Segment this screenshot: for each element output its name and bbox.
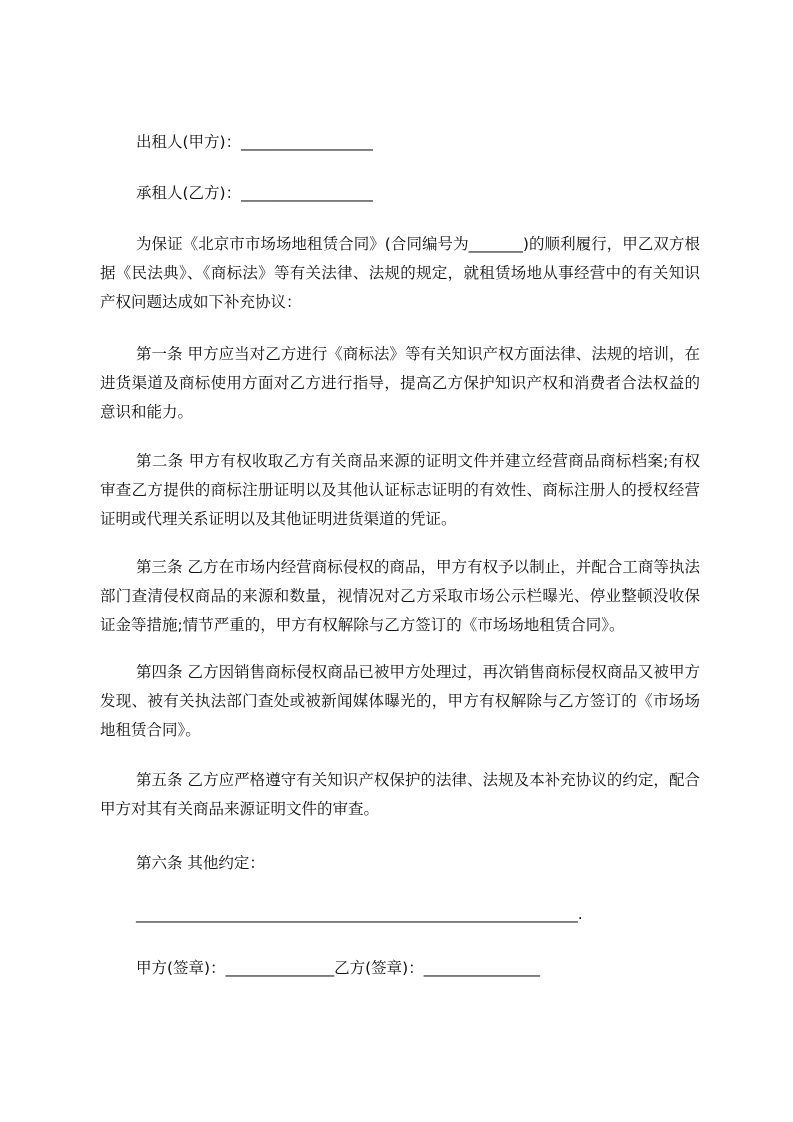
preamble-paragraph: 为保证《北京市市场场地租赁合同》(合同编号为_______)的顺利履行，甲乙双方根据《民法典》、《商标法》等有关法律、法规的规定，就租赁场地从事经营中的有关知识产权问题达成如下补充协议： xyxy=(100,235,700,311)
lessee-line: 承租人(乙方)：_________________ xyxy=(136,184,373,202)
article-4: 第四条 乙方因销售商标侵权商品已被甲方处理过，再次销售商标侵权商品又被甲方发现、被有关执法部门查处或被新闻媒体曝光的，甲方有权解除与乙方签订的《市场场地租赁合同》。 xyxy=(100,663,700,739)
lessor-line: 出租人(甲方)：_________________ xyxy=(136,133,373,151)
other-terms-blank-line: _________________________________________________________. xyxy=(136,905,583,923)
signature-line: 甲方(签章)：______________乙方(签章)：_______________ xyxy=(136,959,540,977)
article-6-label: 第六条 其他约定： xyxy=(136,854,265,872)
article-3: 第三条 乙方在市场内经营商标侵权的商品，甲方有权予以制止，并配合工商等执法部门查清侵权商品的来源和数量，视情况对乙方采取市场公示栏曝光、停业整顿没收保证金等措施;情节严重的，甲方有权解除与乙方签订的《市场场地租赁合同》。 xyxy=(100,558,700,634)
article-2: 第二条 甲方有权收取乙方有关商品来源的证明文件并建立经营商品商标档案;有权审查乙方提供的商标注册证明以及其他认证标志证明的有效性、商标注册人的授权经营证明或代理关系证明以及其他证明进货渠道的凭证。 xyxy=(100,452,700,528)
article-5: 第五条 乙方应严格遵守有关知识产权保护的法律、法规及本补充协议的约定，配合甲方对其有关商品来源证明文件的审查。 xyxy=(100,771,700,818)
article-1: 第一条 甲方应当对乙方进行《商标法》等有关知识产权方面法律、法规的培训，在进货渠道及商标使用方面对乙方进行指导，提高乙方保护知识产权和消费者合法权益的意识和能力。 xyxy=(100,345,700,421)
